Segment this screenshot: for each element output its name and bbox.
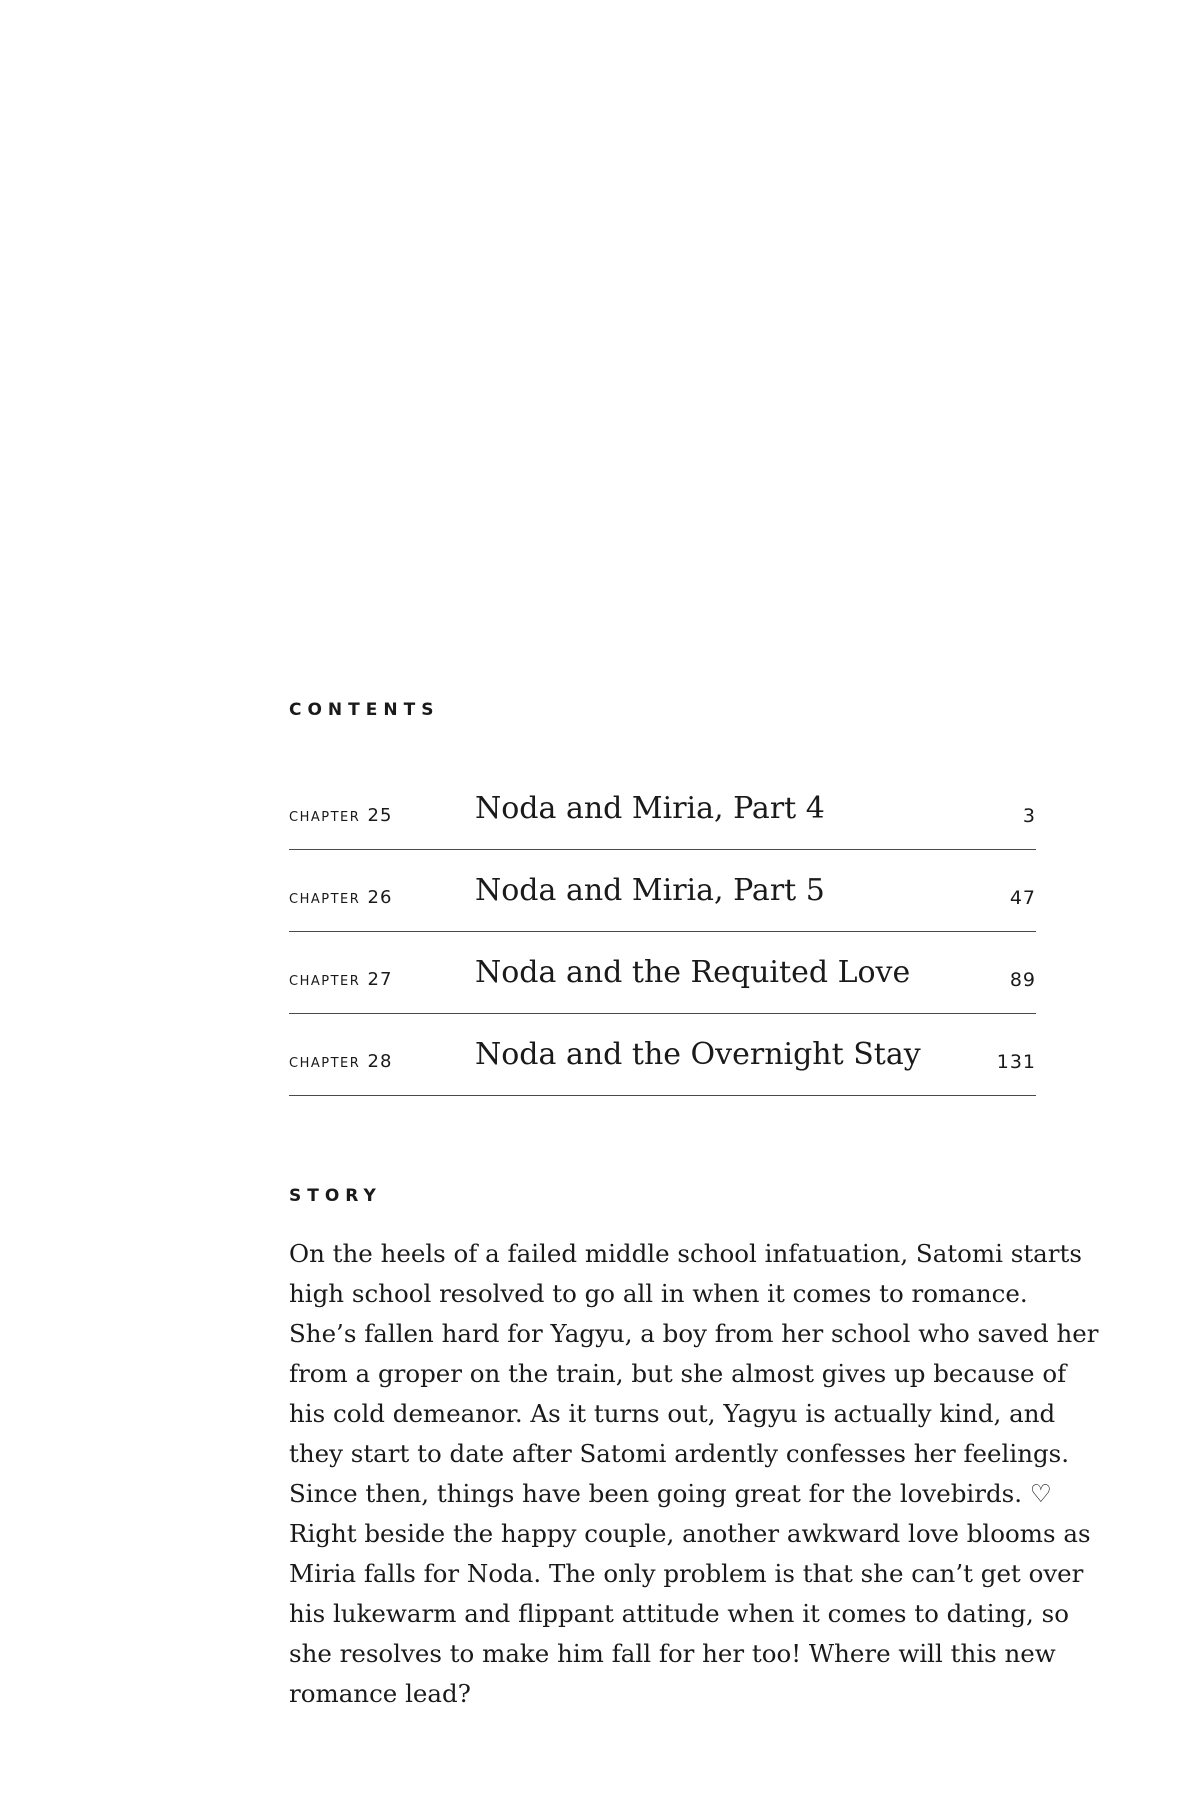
chapter-page-number: 47 bbox=[1009, 887, 1036, 909]
chapter-title: Noda and Miria, Part 4 bbox=[475, 791, 825, 826]
chapter-number: 27 bbox=[367, 969, 393, 990]
toc-row-chapter-25 bbox=[289, 768, 1036, 850]
chapter-number: 28 bbox=[367, 1051, 393, 1072]
chapter-label: chapter 25 bbox=[289, 805, 393, 826]
story-line: Right beside the happy couple, another awkward love blooms as bbox=[289, 1519, 1091, 1548]
story-line: his lukewarm and flippant attitude when it comes to dating, so bbox=[289, 1599, 1069, 1628]
story-line: from a groper on the train, but she almost gives up because of bbox=[289, 1359, 1067, 1388]
story-line: On the heels of a failed middle school infatuation, Satomi starts bbox=[289, 1239, 1082, 1268]
toc-row-chapter-28 bbox=[289, 1014, 1036, 1096]
chapter-number: 25 bbox=[367, 805, 393, 826]
story-line: they start to date after Satomi ardently confesses her feelings. bbox=[289, 1439, 1070, 1468]
story-line: she resolves to make him fall for her too! Where will this new bbox=[289, 1639, 1056, 1668]
story-line: romance lead? bbox=[289, 1679, 471, 1708]
chapter-title: Noda and Miria, Part 5 bbox=[475, 873, 825, 908]
chapter-title: Noda and the Requited Love bbox=[475, 955, 911, 990]
toc-row-chapter-26 bbox=[289, 850, 1036, 932]
toc-row-chapter-27 bbox=[289, 932, 1036, 1014]
table-of-contents bbox=[289, 768, 1036, 1096]
story-line: She’s fallen hard for Yagyu, a boy from her school who saved her bbox=[289, 1319, 1099, 1348]
chapter-page-number: 89 bbox=[1009, 969, 1036, 991]
chapter-page-number: 3 bbox=[1022, 805, 1036, 827]
chapter-title: Noda and the Overnight Stay bbox=[475, 1037, 921, 1072]
chapter-label: chapter 26 bbox=[289, 887, 393, 908]
chapter-page-number: 131 bbox=[996, 1051, 1036, 1073]
contents-heading: CONTENTS bbox=[289, 700, 440, 720]
story-line: high school resolved to go all in when it comes to romance. bbox=[289, 1279, 1028, 1308]
chapter-label: chapter 28 bbox=[289, 1051, 393, 1072]
story-heading: STORY bbox=[289, 1186, 382, 1206]
story-line: Since then, things have been going great for the lovebirds. ♡ bbox=[289, 1479, 1052, 1508]
story-synopsis bbox=[289, 1234, 1109, 1714]
story-line: Miria falls for Noda. The only problem is that she can’t get over bbox=[289, 1559, 1084, 1588]
chapter-number: 26 bbox=[367, 887, 393, 908]
story-line: his cold demeanor. As it turns out, Yagyu is actually kind, and bbox=[289, 1399, 1056, 1428]
chapter-label: chapter 27 bbox=[289, 969, 393, 990]
